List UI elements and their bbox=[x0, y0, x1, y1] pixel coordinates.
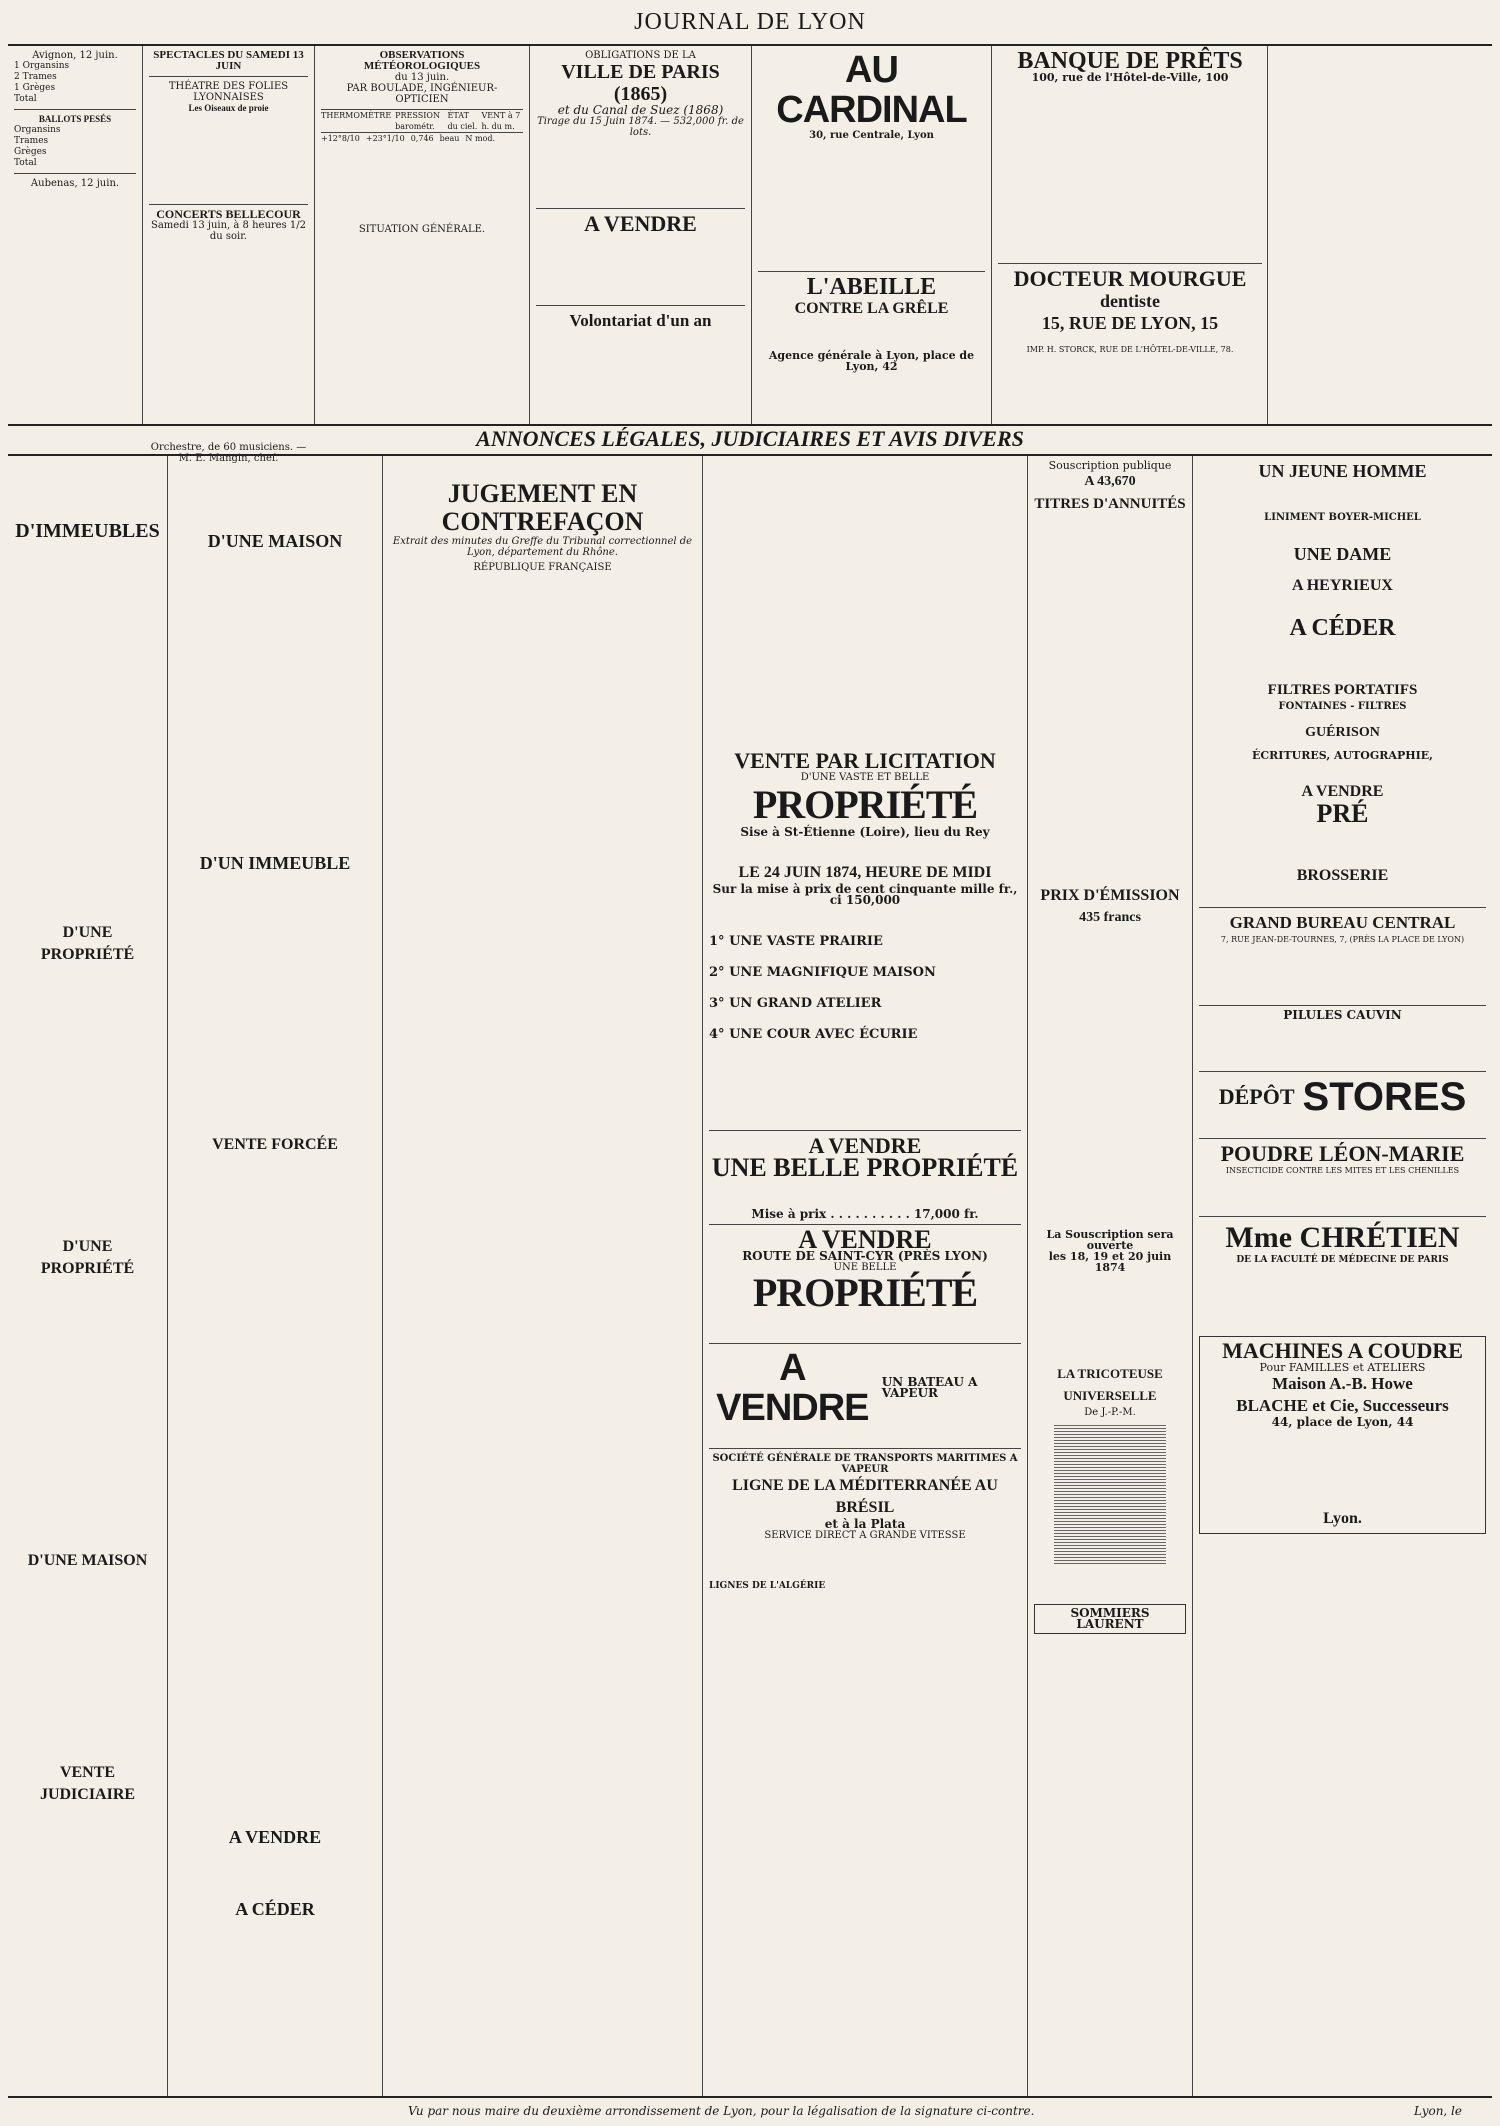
doctor-address: 15, RUE DE LYON, 15 bbox=[1041, 313, 1219, 333]
filtres-title: FILTRES PORTATIFS bbox=[1267, 682, 1418, 698]
jugement-title: JUGEMENT EN CONTREFAÇON bbox=[441, 479, 644, 536]
pilules-title: PILULES CAUVIN bbox=[1283, 1008, 1402, 1022]
meteo-table-row bbox=[321, 133, 523, 144]
legal-heading: D'UN IMMEUBLE bbox=[199, 853, 351, 873]
a-vendre-title: A VENDRE bbox=[584, 211, 697, 236]
ecritures-title: ÉCRITURES, AUTOGRAPHIE, bbox=[1252, 749, 1433, 762]
tricoteuse-machine-illustration bbox=[1054, 1424, 1166, 1564]
licitation-sub: D'UNE VASTE ET BELLE bbox=[800, 772, 930, 783]
licitation-date: LE 24 JUIN 1874, HEURE DE MIDI bbox=[738, 864, 992, 881]
market-line: Trames bbox=[14, 136, 49, 146]
legal-heading: D'UNE MAISON bbox=[27, 1552, 148, 1569]
meteo-date: du 13 juin. bbox=[394, 72, 450, 83]
imprint-line: IMP. H. STORCK, RUE DE L'HÔTEL-DE-VILLE, 78. bbox=[1026, 345, 1234, 354]
legal-heading: VENTE FORCÉE bbox=[212, 1136, 338, 1153]
meteo-cell: +12°8/10 bbox=[321, 134, 360, 143]
abeille-sub: CONTRE LA GRÊLE bbox=[794, 300, 949, 317]
plata-title: et à la Plata bbox=[824, 1517, 906, 1531]
meteo-cell: beau bbox=[439, 134, 460, 143]
licitation-item: 4° UNE COUR AVEC ÉCURIE bbox=[709, 1027, 918, 1042]
legal-heading: A VENDRE bbox=[228, 1827, 322, 1847]
stores-ad bbox=[1199, 1076, 1486, 1118]
grand-bureau-title: GRAND BUREAU CENTRAL bbox=[1229, 913, 1456, 932]
meteo-cell: +23°1/10 bbox=[365, 134, 405, 143]
legal-column-1 bbox=[8, 456, 168, 2096]
heyrieux-title: A HEYRIEUX bbox=[1292, 577, 1393, 594]
meteo-author: PAR BOULADE, INGÉNIEUR-OPTICIEN bbox=[346, 83, 498, 105]
spectacles-title: SPECTACLES DU SAMEDI 13 JUIN bbox=[153, 49, 304, 72]
market-column bbox=[8, 46, 143, 424]
avignon-header: Avignon, 12 juin. bbox=[32, 50, 118, 61]
meteo-situation: SITUATION GÉNÉRALE. bbox=[358, 224, 486, 235]
sommiers-title: SOMMIERS LAURENT bbox=[1034, 1604, 1186, 1634]
cardinal-address: 30, rue Centrale, Lyon bbox=[809, 130, 934, 141]
machines-ad bbox=[1199, 1336, 1486, 1534]
titres-count: A 43,670 bbox=[1084, 474, 1136, 489]
licitation-item: 1° UNE VASTE PRAIRIE bbox=[709, 934, 883, 949]
belle-vendre: A VENDRE bbox=[808, 1133, 922, 1158]
concerts-title: CONCERTS BELLECOUR bbox=[156, 207, 301, 221]
blache-address: 44, place de Lyon, 44 bbox=[1271, 1415, 1414, 1429]
orchestra-line: Orchestre, de 60 musiciens. — M. E. Mangin, chef. bbox=[150, 442, 307, 464]
market-line: Grèges bbox=[14, 147, 47, 157]
societe-title: SOCIÉTÉ GÉNÉRALE DE TRANSPORTS MARITIMES A VAPEUR bbox=[712, 1453, 1018, 1475]
licitation-site: Sise à St-Étienne (Loire), lieu du Rey bbox=[740, 825, 990, 839]
volontariat-title: Volontariat d'un an bbox=[569, 311, 712, 330]
concerts-date: Samedi 13 juin, à 8 heures 1/2 du soir. bbox=[150, 220, 306, 242]
pre-title: PRÉ bbox=[1316, 799, 1369, 828]
right-ads-column bbox=[1193, 456, 1492, 2096]
meteo-cell: N mod. bbox=[465, 134, 496, 143]
ville-paris-tirage: Tirage du 15 Juin 1874. — 532,000 fr. de lots. bbox=[537, 116, 744, 138]
market-line: Total bbox=[14, 94, 37, 104]
machines-title: MACHINES A COUDRE bbox=[1222, 1338, 1463, 1363]
legal-column-2 bbox=[168, 456, 383, 2096]
spectacles-column bbox=[143, 46, 315, 464]
tricoteuse-sub: De J.-P.-M. bbox=[1084, 1407, 1136, 1418]
titres-column bbox=[1028, 456, 1193, 2096]
bateau-title: UN BATEAU A VAPEUR bbox=[881, 1375, 978, 1400]
jugement-republique: RÉPUBLIQUE FRANÇAISE bbox=[473, 562, 612, 573]
bateau-vendre: A VENDRE bbox=[716, 1347, 869, 1429]
meteo-col-header: ÉTAT du ciel. bbox=[447, 111, 478, 131]
chretien-sub: DE LA FACULTÉ DE MÉDECINE DE PARIS bbox=[1236, 1255, 1449, 1265]
service-title: SERVICE DIRECT A GRANDE VITESSE bbox=[764, 1530, 966, 1541]
right-top-column bbox=[1268, 46, 1492, 424]
meteo-column bbox=[315, 46, 530, 424]
footer-legalisation bbox=[8, 2100, 1492, 2122]
banque-address: 100, rue de l'Hôtel-de-Ville, 100 bbox=[1031, 71, 1229, 84]
licitation-prix: Sur la mise à prix de cent cinquante mille fr., ci 150,000 bbox=[712, 882, 1018, 907]
meteo-col-header: PRESSION barométr. bbox=[395, 111, 440, 131]
legal-heading: VENTE JUDICIAIRE bbox=[39, 1764, 136, 1803]
market-line: 1 Organsins bbox=[14, 61, 70, 71]
belle-une: UNE BELLE bbox=[833, 1262, 897, 1273]
brosserie-title: BROSSERIE bbox=[1296, 867, 1389, 884]
lyon-signature: Lyon. bbox=[1323, 1510, 1362, 1527]
market-line: Organsins bbox=[14, 125, 61, 135]
jugement-sub: Extrait des minutes du Greffe du Tribunal correctionnel de Lyon, département du Rhône. bbox=[392, 536, 693, 558]
meteo-cell: 0,746 bbox=[410, 134, 434, 143]
guerison-title: GUÉRISON bbox=[1305, 725, 1380, 740]
licitation-item: 2° UNE MAGNIFIQUE MAISON bbox=[709, 965, 936, 980]
grand-bureau-sub: 7, RUE JEAN-DE-TOURNES, 7, (PRÈS LA PLACE DE LYON) bbox=[1220, 935, 1465, 944]
annonces-section bbox=[8, 456, 1492, 2098]
belle-route: ROUTE DE SAINT-CYR (PRÈS LYON) bbox=[742, 1249, 988, 1263]
poudre-title: POUDRE LÉON-MARIE bbox=[1220, 1141, 1465, 1166]
prix-emission: PRIX D'ÉMISSION bbox=[1040, 887, 1180, 904]
titres-souscription: Souscription publique bbox=[1048, 459, 1172, 472]
cardinal-column bbox=[752, 46, 992, 424]
ceder-title: A CÉDER bbox=[1289, 615, 1396, 641]
legal-heading: D'IMMEUBLES bbox=[15, 520, 160, 542]
belle-mise: Mise à prix . . . . . . . . . . 17,000 fr. bbox=[751, 1207, 979, 1221]
poudre-sub: INSECTICIDE CONTRE LES MITES ET LES CHENILLES bbox=[1225, 1166, 1460, 1175]
legal-heading: D'UNE PROPRIÉTÉ bbox=[40, 924, 135, 963]
market-line: 2 Trames bbox=[14, 72, 57, 82]
belle-vendre-2: A VENDRE bbox=[798, 1225, 932, 1254]
algerie-title: LIGNES DE L'ALGÉRIE bbox=[709, 1581, 826, 1591]
cardinal-banque-wrapper bbox=[752, 46, 1268, 424]
jugement-column bbox=[383, 456, 703, 2096]
licitation-item: 3° UN GRAND ATELIER bbox=[709, 996, 882, 1011]
fontaines-title: FONTAINES - FILTRES bbox=[1278, 701, 1407, 712]
banque-title: BANQUE DE PRÊTS bbox=[1017, 48, 1243, 74]
abeille-title: L'ABEILLE bbox=[806, 274, 937, 300]
ville-paris-sub: et du Canal de Suez (1868) bbox=[557, 103, 724, 117]
market-line: Total bbox=[14, 158, 37, 168]
banque-column bbox=[992, 46, 1268, 424]
ville-paris-pre: OBLIGATIONS DE LA bbox=[585, 50, 696, 61]
section-title: ANNONCES LÉGALES, JUDICIAIRES ET AVIS DIVERS bbox=[8, 424, 1492, 456]
theatre-name: THÉATRE DES FOLIES LYONNAISES bbox=[168, 81, 289, 103]
legal-heading: D'UNE MAISON bbox=[207, 531, 343, 551]
legal-heading: D'UNE PROPRIÉTÉ bbox=[40, 1238, 135, 1277]
machines-sub: Pour FAMILLES et ATELIERS bbox=[1259, 1361, 1426, 1374]
meteo-table-header bbox=[321, 109, 523, 133]
depot-title: DÉPÔT bbox=[1218, 1084, 1295, 1109]
meteo-col-header: THERMOMÈTRE bbox=[321, 111, 392, 120]
cardinal-title: AU CARDINAL bbox=[776, 49, 967, 131]
jeune-homme-title: UN JEUNE HOMME bbox=[1258, 461, 1427, 481]
play-title: Les Oiseaux de proie bbox=[188, 103, 269, 113]
footer-right: Lyon, le bbox=[1413, 2104, 1462, 2118]
meteo-title: OBSERVATIONS MÉTÉOROLOGIQUES bbox=[363, 49, 481, 72]
legal-heading: A CÉDER bbox=[235, 1899, 315, 1919]
licitation-column bbox=[703, 456, 1028, 2096]
meteo-col-header: VENT à 7 h. du m. bbox=[481, 111, 521, 131]
ligne-title: LIGNE DE LA MÉDITERRANÉE AU BRÉSIL bbox=[732, 1477, 998, 1516]
belle-propriete: PROPRIÉTÉ bbox=[752, 1270, 978, 1315]
vendre-pre: A VENDRE bbox=[1301, 783, 1384, 800]
abeille-agence: Agence générale à Lyon, place de Lyon, 42 bbox=[768, 349, 975, 373]
market-line: 1 Grèges bbox=[14, 83, 56, 93]
dame-title: UNE DAME bbox=[1293, 544, 1392, 564]
blache-title: BLACHE et Cie, Successeurs bbox=[1236, 1396, 1449, 1415]
ville-paris-title: VILLE DE PARIS (1865) bbox=[561, 61, 720, 105]
licitation-title: VENTE PAR LICITATION bbox=[734, 748, 996, 773]
titres-title: TITRES D'ANNUITÉS bbox=[1034, 496, 1186, 512]
souscription-dates: les 18, 19 et 20 juin 1874 bbox=[1048, 1250, 1172, 1274]
tricoteuse-title: LA TRICOTEUSE UNIVERSELLE bbox=[1057, 1366, 1163, 1403]
souscription-ouverte: La Souscription sera ouverte bbox=[1046, 1228, 1174, 1252]
liniment-title: LINIMENT BOYER-MICHEL bbox=[1264, 512, 1421, 523]
doctor-title: dentiste bbox=[1100, 291, 1160, 311]
stores-title: STORES bbox=[1302, 1075, 1467, 1119]
ballots-header: BALLOTS PESÉS bbox=[38, 114, 112, 124]
licitation-propriete: PROPRIÉTÉ bbox=[752, 782, 978, 827]
footer-text: Vu par nous maire du deuxième arrondissement de Lyon, pour la légalisation de la signature ci-contre. bbox=[408, 2104, 1035, 2118]
bateau-ad bbox=[709, 1348, 1021, 1428]
prix-emission-value: 435 francs bbox=[1079, 910, 1141, 925]
chretien-title: Mme CHRÉTIEN bbox=[1225, 1221, 1460, 1254]
aubenas-header: Aubenas, 12 juin. bbox=[30, 178, 120, 189]
ville-paris-column bbox=[530, 46, 752, 424]
masthead-title: JOURNAL DE LYON bbox=[634, 9, 866, 35]
doctor-name: DOCTEUR MOURGUE bbox=[1013, 266, 1247, 291]
belle-title: UNE BELLE PROPRIÉTÉ bbox=[711, 1153, 1019, 1182]
howe-title: Maison A.-B. Howe bbox=[1272, 1374, 1413, 1393]
